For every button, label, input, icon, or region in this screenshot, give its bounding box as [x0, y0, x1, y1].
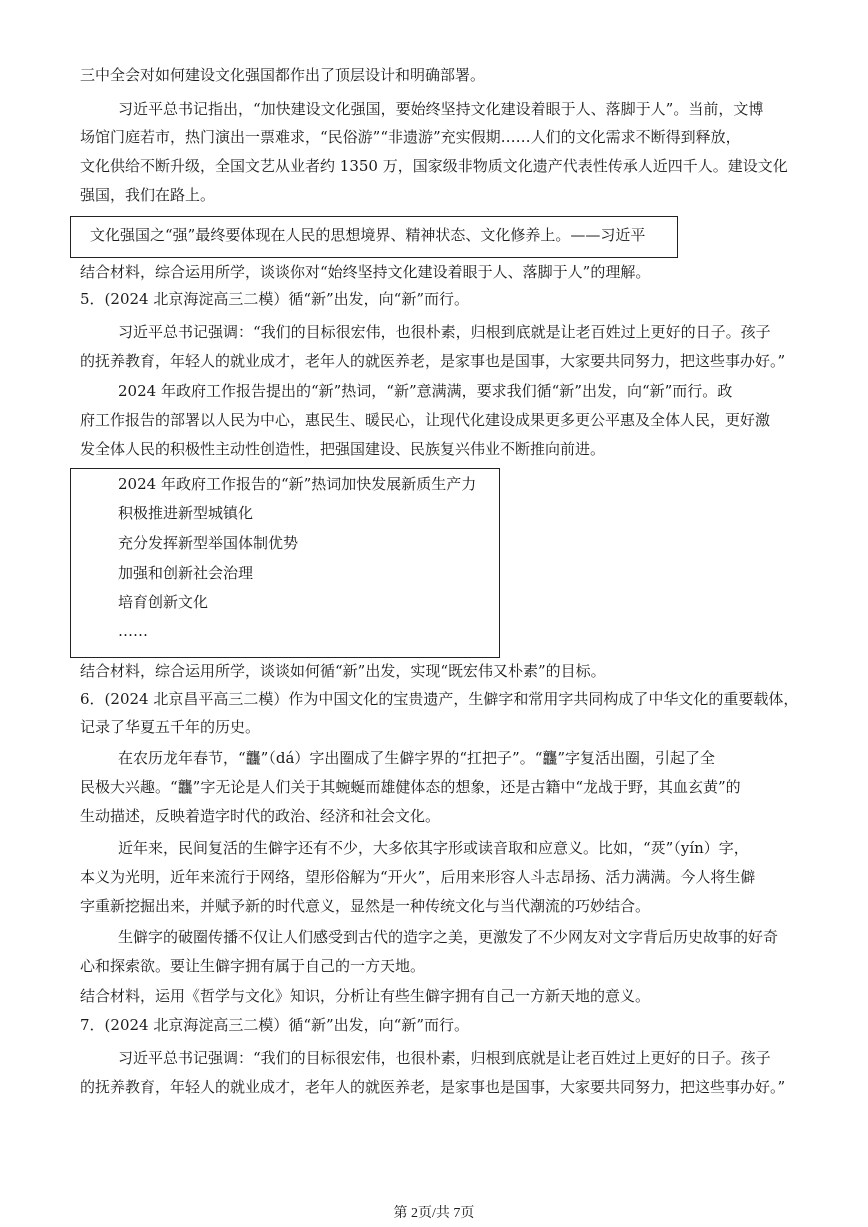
keyword-item: 加强和创新社会治理 [118, 564, 254, 582]
intro-line: 三中全会对如何建设文化强国都作出了顶层设计和明确部署。 [80, 66, 486, 84]
question-7-line: 习近平总书记强调：“我们的目标很宏伟，也很朴素，归根到底就是让老百姓过上更好的日子。孩子 [118, 1049, 771, 1067]
question-5-line: 发全体人民的积极性主动性创造性，把强国建设、民族复兴伟业不断推向前进。 [80, 440, 606, 458]
question-6-line: 字重新挖掘出来，并赋予新的时代意义，显然是一种传统文化与当代潮流的巧妙结合。 [80, 897, 651, 915]
intro-line: 强国，我们在路上。 [80, 186, 216, 204]
quote-text: 文化强国之“强”最终要体现在人民的思想境界、精神状态、文化修养上。——习近平 [90, 226, 646, 244]
question-7-line: 的抚养教育，年轻人的就业成才，老年人的就医养老，是家事也是国事，大家要共同努力，把这些事办好。” [80, 1078, 786, 1096]
question-5-prompt: 结合材料，综合运用所学，谈谈如何循“新”出发，实现“既宏伟又朴素”的目标。 [80, 662, 606, 680]
question-6-line: 生僻字的破圈传播不仅让人们感受到古代的造字之美，更激发了不少网友对文字背后历史故事的好奇 [118, 928, 779, 946]
question-5-line: 府工作报告的部署以人民为中心，惠民生、暖民心，让现代化建设成果更多更公平惠及全体人民，更好激 [80, 411, 771, 429]
question-5-line: 习近平总书记强调：“我们的目标很宏伟，也很朴素，归根到底就是让老百姓过上更好的日子。孩子 [118, 323, 771, 341]
question-6-title: 6．(2024 北京昌平高三二模）作为中国文化的宝贵遗产，生僻字和常用字共同构成了中华文化的重要载体， [80, 690, 799, 708]
keyword-item: 培育创新文化 [118, 593, 209, 611]
intro-line: 场馆门庭若市，热门演出一票难求，“民俗游”“非遗游”充实假期……人们的文化需求不断得到释放， [80, 128, 741, 146]
keyword-item: 充分发挥新型举国体制优势 [118, 534, 299, 552]
question-5-line: 的抚养教育，年轻人的就业成才，老年人的就医养老，是家事也是国事，大家要共同努力，把这些事办好。” [80, 352, 786, 370]
keyword-item: 2024 年政府工作报告的“新”热词加快发展新质生产力 [118, 475, 477, 493]
question-6-line: 民极大兴趣。“龘”字无论是人们关于其蜿蜒而雄健体态的想象，还是古籍中“龙战于野，其血玄黄”的 [80, 778, 741, 796]
page-footer: 第 2页/共 7页 [393, 1206, 475, 1221]
keyword-item: 积极推进新型城镇化 [118, 504, 254, 522]
question-6-line: 本义为光明，近年来流行于网络，望形俗解为“开火”，后用来形容人斗志昂扬、活力满满。今人将生僻 [80, 868, 756, 886]
question-7-title: 7．(2024 北京海淀高三二模）循“新”出发，向“新”而行。 [80, 1016, 470, 1034]
intro-line: 习近平总书记指出，“加快建设文化强国，要始终坚持文化建设着眼于人、落脚于人”。当前，文博 [118, 100, 764, 118]
question-4-prompt: 结合材料，综合运用所学，谈谈你对“始终坚持文化建设着眼于人、落脚于人”的理解。 [80, 263, 651, 281]
intro-line: 文化供给不断升级，全国文艺从业者约 1350 万，国家级非物质文化遗产代表性传承人近四千人。建设文化 [80, 157, 788, 175]
keyword-item: …… [118, 622, 148, 640]
question-6-line: 生动描述，反映着造字时代的政治、经济和社会文化。 [80, 807, 441, 825]
question-6-line: 在农历龙年春节，“龘”（dá）字出圈成了生僻字界的“扛把子”。“龘”字复活出圈，引起了全 [118, 749, 716, 767]
question-5-title: 5．(2024 北京海淀高三二模）循“新”出发，向“新”而行。 [80, 290, 470, 308]
question-5-line: 2024 年政府工作报告提出的“新”热词，“新”意满满，要求我们循“新”出发，向“新”而行。政 [118, 382, 733, 400]
question-6-line: 心和探索欲。要让生僻字拥有属于自己的一方天地。 [80, 957, 426, 975]
question-6-title: 记录了华夏五千年的历史。 [80, 718, 261, 736]
question-6-prompt: 结合材料，运用《哲学与文化》知识，分析让有些生僻字拥有自己一方新天地的意义。 [80, 987, 651, 1005]
question-6-line: 近年来，民间复活的生僻字还有不少，大多依其字形或读音取和应意义。比如，“烎”（yín）字， [118, 839, 749, 857]
